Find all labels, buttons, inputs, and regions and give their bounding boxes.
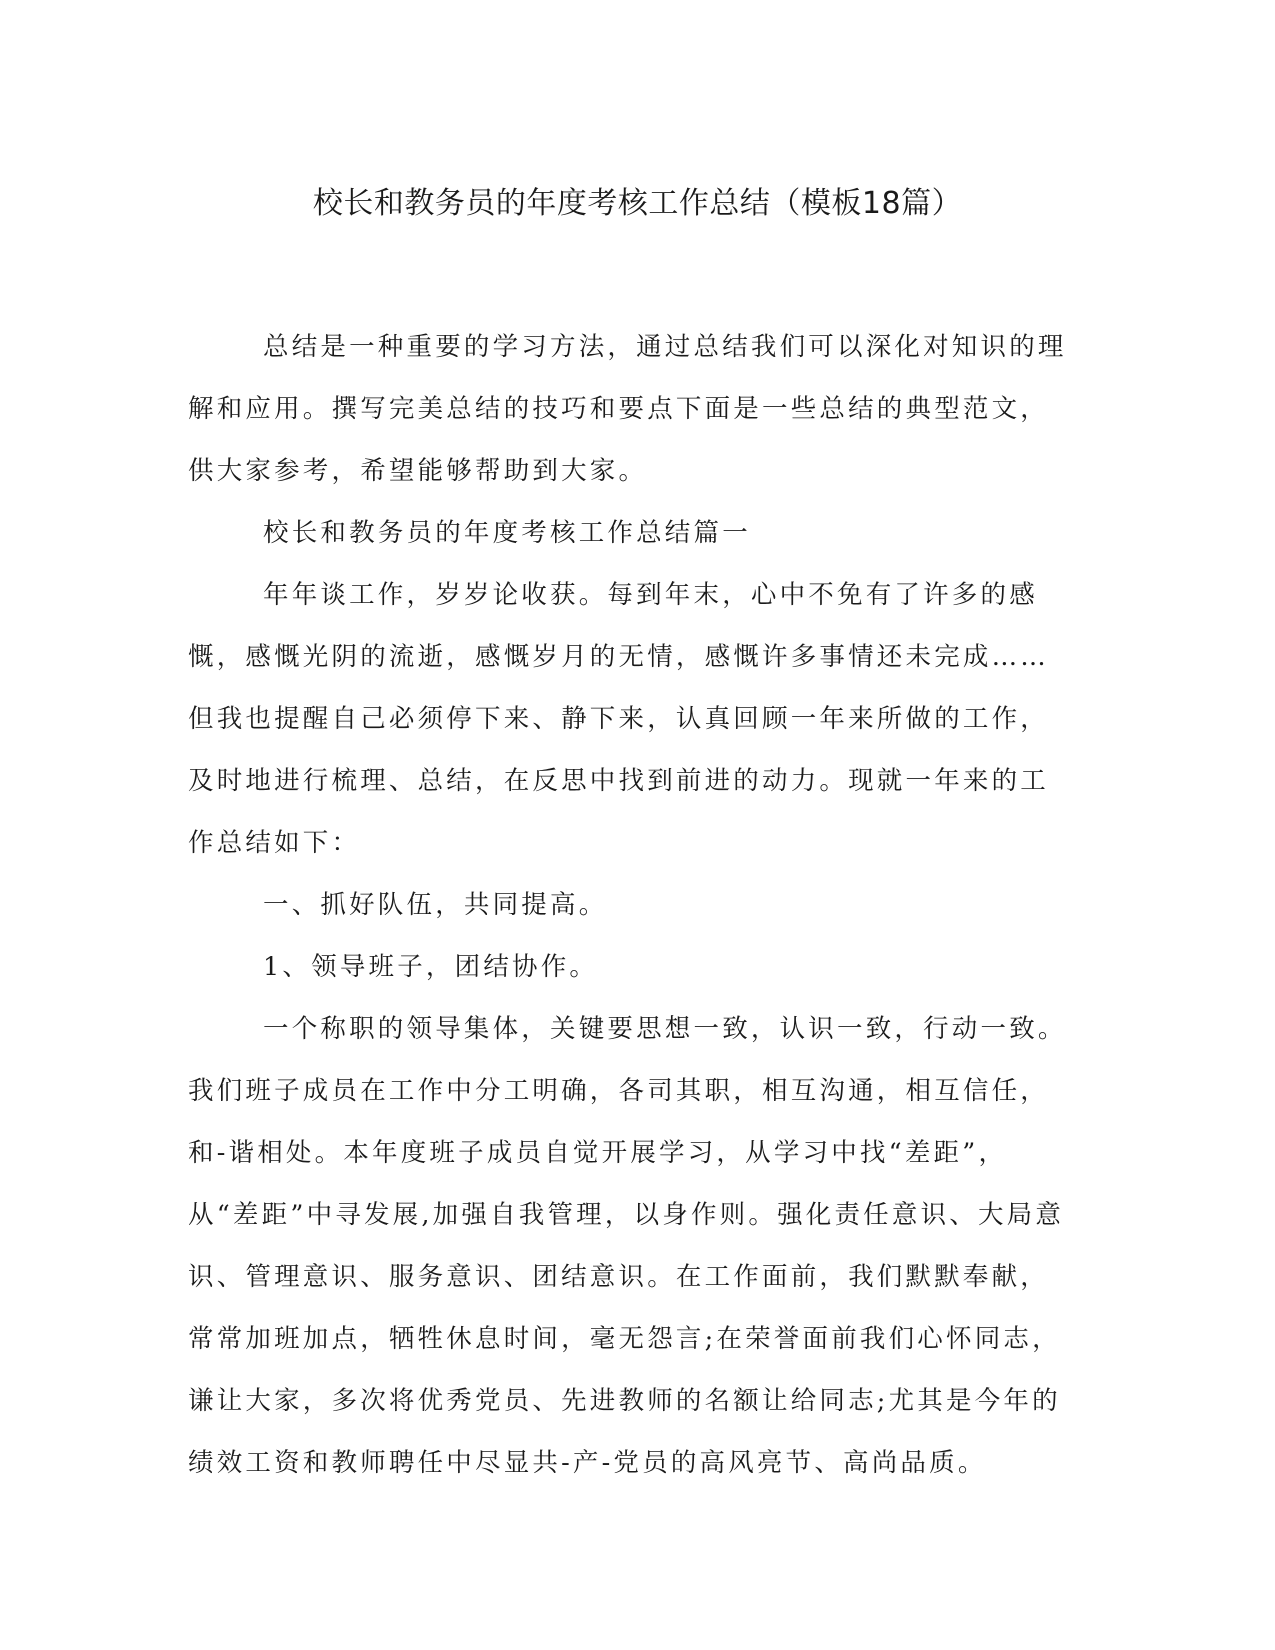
document-title: 校长和教务员的年度考核工作总结（模板18篇） xyxy=(312,186,963,221)
section-heading: 校长和教务员的年度考核工作总结篇一 xyxy=(263,518,751,548)
document-body xyxy=(188,316,1073,1494)
body-paragraph: 年年谈工作，岁岁论收获。每到年末，心中不免有了许多的感慨，感慨光阴的流逝，感慨岁月的无情，感慨许多事情还未完成……但我也提醒自己必须停下来、静下来，认真回顾一年来所做的工作，及时地进行梳理、总结，在反思中找到前进的动力。现就一年来的工作总结如下： xyxy=(188,580,1050,858)
body-paragraph: 一个称职的领导集体，关键要思想一致，认识一致，行动一致。我们班子成员在工作中分工明确，各司其职，相互沟通，相互信任，和-谐相处。本年度班子成员自觉开展学习，从学习中找“差距”，从“差距”中寻发展,加强自我管理，以身作则。强化责任意识、大局意识、管理意识、服务意识、团结意识。在工作面前，我们默默奉献，常常加班加点，牺牲休息时间，毫无怨言;在荣誉面前我们心怀同志，谦让大家，多次将优秀党员、先进教师的名额让给同志;尤其是今年的绩效工资和教师聘任中尽显共-产-党员的高风亮节、高尚品质。 xyxy=(188,1014,1067,1478)
intro-paragraph: 总结是一种重要的学习方法，通过总结我们可以深化对知识的理解和应用。撰写完美总结的技巧和要点下面是一些总结的典型范文，供大家参考，希望能够帮助到大家。 xyxy=(188,332,1067,486)
subheading-2: 1、领导班子，团结协作。 xyxy=(263,952,599,982)
subheading-1: 一、抓好队伍，共同提高。 xyxy=(263,890,608,920)
